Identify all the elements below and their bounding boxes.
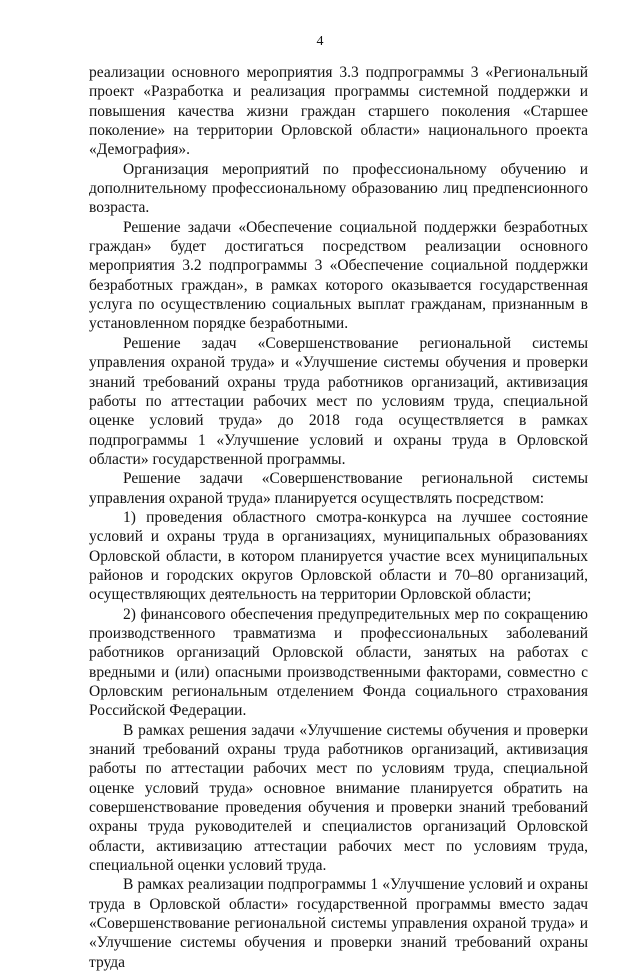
page-number: 4 (316, 34, 324, 49)
paragraph-labor-safety-means: Решение задачи «Совершенствование региональной системы управления охраной труда» планируется осуществлять посредством: (89, 470, 588, 507)
list-item-funding: 2) финансового обеспечения предупредительных мер по сокращению производственного травматизма и профессиональных заболеваний работников организаций Орловской области, занятых на работах с вредными и (или) опасными производственными факторами, совместно с Орловским региональным отделением Фонда социального страхования Российской Федерации. (89, 605, 588, 720)
paragraph-training-system: В рамках решения задачи «Улучшение системы обучения и проверки знаний требований охраны труда работников организаций, активизация работы по аттестации рабочих мест по условиям труда, специальной оценке условий труда» основное внимание планируется обратить на совершенствование проведения обучения и проверки знаний требований охраны труда руководителей и специалистов организаций Орловской области, активизацию аттестации рабочих мест по условиям труда, специальной оценки условий труда. (89, 721, 588, 875)
paragraph-unemployed-support: Решение задачи «Обеспечение социальной поддержки безработных граждан» будет достигаться посредством реализации основного мероприятия 3.2 подпрограммы 3 «Обеспечение социальной поддержки безработных граждан», в рамках которого оказывается государственная услуга по осуществлению социальных выплат гражданам, признанным в установленном порядке безработными. (89, 218, 588, 333)
paragraph-labor-safety-tasks: Решение задач «Совершенствование региональной системы управления охраной труда» и «Улучшение системы обучения и проверки знаний требований охраны труда работников организаций, активизация работы по аттестации рабочих мест по условиям труда, специальной оценке условий труда» до 2018 года осуществляется в рамках подпрограммы 1 «Улучшение условий и охраны труда в Орловской области» государственной программы. (89, 334, 588, 468)
paragraph-preretirement-training: Организация мероприятий по профессиональному обучению и дополнительному профессиональному образованию лиц предпенсионного возраста. (89, 160, 588, 217)
list-item-contest: 1) проведения областного смотра-конкурса на лучшее состояние условий и охраны труда в организациях, муниципальных образованиях Орловской области, в котором планируется участие всех муниципальных районов и городских округов Орловской области и 70–80 организаций, осуществляющих деятельность на территории Орловской области; (89, 508, 588, 604)
paragraph-subprogram-1: В рамках реализации подпрограммы 1 «Улучшение условий и охраны труда в Орловской области» государственной программы вместо задач «Совершенствование региональной системы управления охраной труда» и «Улучшение системы обучения и проверки знаний требований охраны труда (89, 876, 588, 971)
paragraph-continuation: реализации основного мероприятия 3.3 подпрограммы 3 «Региональный проект «Разработка и реализация программы системной поддержки и повышения качества жизни граждан старшего поколения «Старшее поколение» на территории Орловской области» национального проекта «Демография». (89, 64, 588, 159)
document-body (89, 63, 588, 972)
